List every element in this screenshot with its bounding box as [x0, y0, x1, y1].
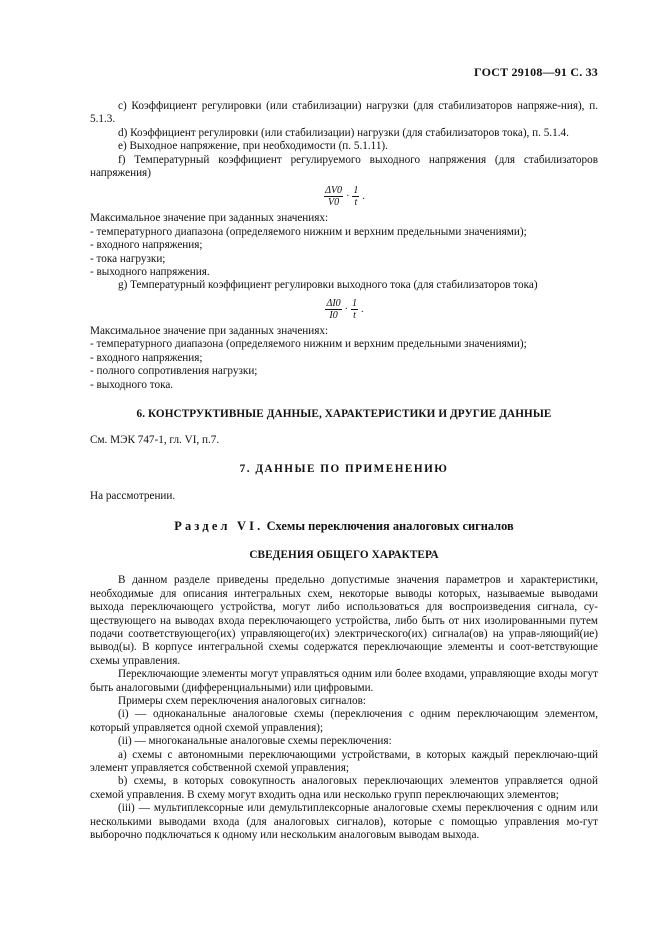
block-v-line: - входного напряжения; — [90, 239, 203, 252]
formula-voltage-den2: t — [354, 197, 358, 209]
block-v-intro: Максимальное значение при заданных значениях: — [90, 212, 329, 225]
formula-current-numerator: ΔI0 — [326, 297, 341, 309]
general-paragraph: Переключающие элементы могут управляться одним или более входами, управляющие входы могут быть аналоговыми (дифференциальными) или цифровыми. — [90, 668, 598, 694]
item-g: g) Температурный коэффициент регулировки выходного тока (для стабилизаторов тока) — [118, 279, 538, 292]
general-paragraph: Примеры схем переключения аналоговых сигналов: — [118, 695, 367, 707]
formula-current-den2: t — [353, 309, 356, 321]
general-paragraph: В данном разделе приведены предельно допустимые значения параметров и характеристики, необходимые для описания интегральных схем, некоторые выводы которых, называемые выводами выхода переключающего устройства, могут либо использоваться для воспроизведения сигнала, су-ществующего на выводах входа переключающего устройства, либо быть от них изолированными путем подачи соответствующего(их) управляющего(их) электрического(их) сигнала(ов) на управ-ляющий(ие) вывод(ы). В корпусе интегральной схемы содержатся переключающие элементы и соот-ветствующие схемы управления. — [90, 574, 598, 667]
formula-current-num2: 1 — [352, 297, 358, 309]
item-c: c) Коэффициент регулировки (или стабилизации) нагрузки (для стабилизаторов напряже-ния), п. 5.1.3. — [90, 100, 598, 126]
page-body — [90, 58, 598, 842]
block-i-line: - выходного тока. — [90, 378, 174, 391]
item-f: f) Температурный коэффициент регулируемого выходного напряжения (для стабилизаторов напряжения) — [90, 153, 598, 180]
general-paragraph: (i) — одноканальные аналоговые схемы (переключения с одним переключающим элементом, который управляется одной схемой управления); — [90, 708, 598, 734]
block-v-line: - температурного диапазона (определяемого нижним и верхним предельными значениями); — [90, 225, 527, 238]
formula-current: $\frac{\Delta I0}{I0}$ · $\frac{1}{t}$ . — [326, 297, 364, 321]
formula-voltage-denominator: V0 — [328, 197, 340, 209]
block-v-line: - тока нагрузки; — [90, 252, 166, 265]
section-6-heading: 6. КОНСТРУКТИВНЫЕ ДАННЫЕ, ХАРАКТЕРИСТИКИ И ДРУГИЕ ДАННЫЕ — [136, 407, 552, 420]
general-paragraph: (iii) — мультиплексорные или демультиплексорные аналоговые схемы переключения с одним или несколькими выводами входа (для аналоговых сигналов), которые с помощью управления мо-гут выборочно подключаться к одному или нескольким аналоговым выводам выхода. — [90, 802, 598, 842]
section-7-heading: 7. ДАННЫЕ ПО ПРИМЕНЕНИЮ — [239, 462, 449, 475]
general-paragraph: b) схемы, в которых совокупность аналоговых переключающих элементов управляется одной схемой управления. В схему могут входить одна или несколько групп переключающих элементов; — [90, 775, 598, 801]
general-heading: СВЕДЕНИЯ ОБЩЕГО ХАРАКТЕРА — [249, 548, 439, 561]
block-i-line: - полного сопротивления нагрузки; — [90, 365, 258, 378]
block-i-line: - входного напряжения; — [90, 351, 203, 364]
block-i-line: - температурного диапазона (определяемого нижним и верхним предельными значениями); — [90, 338, 527, 351]
part-heading — [90, 520, 598, 533]
item-e: e) Выходное напряжение, при необходимости (п. 5.1.11). — [118, 140, 388, 153]
formula-voltage: $\frac{\Delta V0}{V0}$ · $\frac{1}{t}$ . — [325, 185, 365, 209]
item-d: d) Коэффициент регулировки (или стабилизации) нагрузки (для стабилизаторов тока), п. 5.1.4. — [118, 126, 569, 139]
page-header: ГОСТ 29108—91 С. 33 — [474, 65, 598, 79]
section-7-text: На рассмотрении. — [90, 490, 176, 503]
part-spaced-label: Раздел VI. — [174, 518, 264, 533]
block-v-line: - выходного напряжения. — [90, 266, 210, 279]
section-6-text: См. МЭК 747-1, гл. VI, п.7. — [90, 434, 220, 447]
formula-voltage-numerator: ΔV0 — [325, 185, 343, 197]
part-title: Схемы переключения аналоговых сигналов — [266, 518, 514, 533]
block-i-intro: Максимальное значение при заданных значениях: — [90, 324, 329, 337]
general-paragraph: (ii) — многоканальные аналоговые схемы переключения: — [118, 735, 392, 748]
formula-current-denominator: I0 — [329, 309, 338, 321]
formula-voltage-num2: 1 — [353, 185, 359, 197]
general-paragraph: а) схемы с автономными переключающими устройствами, в которых каждый переключаю-щий элемент управляется собственной схемой управления; — [90, 748, 598, 775]
